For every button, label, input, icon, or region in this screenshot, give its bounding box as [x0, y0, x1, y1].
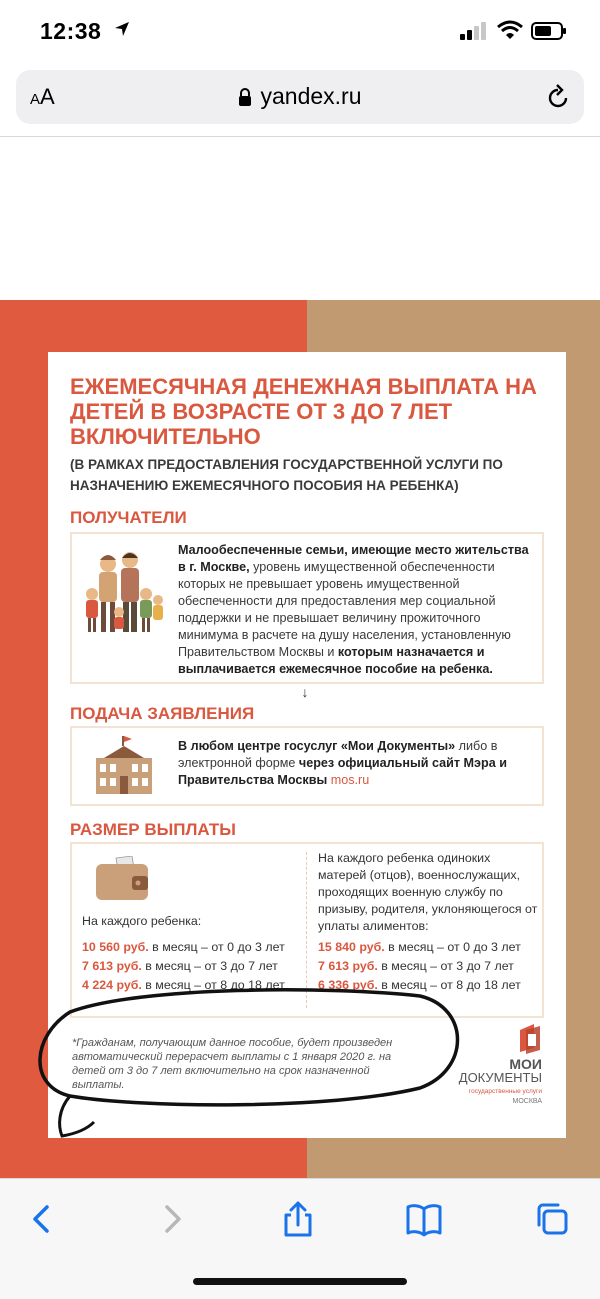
bookmarks-icon[interactable] [404, 1199, 444, 1239]
status-bar [0, 0, 600, 64]
logo-mark-icon [516, 1022, 542, 1054]
logo-line-3: государственные услуги [468, 1088, 542, 1095]
amount-desc: в месяц – от 3 до 7 лет [141, 959, 278, 973]
amount-left-label: На каждого ребенка: [82, 914, 202, 928]
amount-row [82, 976, 312, 995]
amount-right-list [318, 938, 540, 995]
amount-desc: в месяц – от 0 до 3 лет [384, 940, 521, 954]
recipients-bold-2: которым назначается и выплачивается ежемесячное пособие на ребенка. [178, 645, 493, 676]
poster-subtitle: (В РАМКАХ ПРЕДОСТАВЛЕНИЯ ГОСУДАРСТВЕННОЙ УСЛУГИ ПО НАЗНАЧЕНИЮ ЕЖЕМЕСЯЧНОГО ПОСОБИЯ НА РЕБЕНКА) [70, 457, 503, 493]
application-bold-2: через официальный сайт Мэра и Правительства Москвы [178, 756, 507, 787]
recipients-text [178, 542, 536, 678]
poster-image [0, 300, 600, 1178]
column-divider [306, 852, 307, 1008]
reload-icon[interactable] [546, 84, 570, 110]
amount-sum: 7 613 руб. [82, 959, 142, 973]
footnote: *Гражданам, получающим данное пособие, будет произведен автоматический перерасчет выплаты с 1 января 2020 г. на детей от 3 до 7 лет включительно на срок назначенной выплаты. [72, 1037, 393, 1091]
home-indicator [193, 1278, 407, 1285]
clock: 12:38 [40, 18, 102, 44]
recipients-heading: ПОЛУЧАТЕЛИ [70, 508, 187, 527]
share-icon[interactable] [278, 1199, 318, 1239]
logo-line-1: МОИ [509, 1056, 542, 1072]
logo-line-4: МОСКВА [512, 1098, 542, 1105]
amount-sum: 4 224 руб. [82, 978, 142, 992]
amount-row [318, 938, 540, 957]
tabs-icon[interactable] [532, 1199, 572, 1239]
back-icon[interactable] [22, 1199, 62, 1239]
moi-dokumenty-logo [446, 1022, 546, 1112]
amount-right-label: На каждого ребенка одиноких матерей (отцов), военнослужащих, проходящих военную службу по призыву, родителя, уклоняющегося от уплаты алиментов: [318, 851, 538, 933]
arrow-down-icon: ↓ [301, 684, 309, 700]
amount-sum: 10 560 руб. [82, 940, 149, 954]
logo-line-2: ДОКУМЕНТЫ [458, 1070, 542, 1085]
amount-heading: РАЗМЕР ВЫПЛАТЫ [70, 820, 236, 839]
amount-desc: в месяц – от 8 до 18 лет [377, 978, 521, 992]
battery-icon [531, 22, 567, 40]
amount-sum: 6 336 руб. [318, 978, 378, 992]
application-text-1: либо в электронной форме [178, 739, 498, 770]
amount-sum: 15 840 руб. [318, 940, 385, 954]
lock-icon [238, 88, 252, 106]
poster-title: ЕЖЕМЕСЯЧНАЯ ДЕНЕЖНАЯ ВЫПЛАТА НА ДЕТЕЙ В ВОЗРАСТЕ ОТ 3 ДО 7 ЛЕТ ВКЛЮЧИТЕЛЬНО [70, 374, 537, 449]
amount-row [318, 976, 540, 995]
recipients-bold-1: Малообеспеченные семьи, имеющие место жительства в г. Москве, [178, 543, 529, 574]
amount-left-list [82, 938, 312, 995]
amount-desc: в месяц – от 0 до 3 лет [148, 940, 285, 954]
application-bold-1: В любом центре госуслуг «Мои Документы» [178, 739, 456, 753]
building-icon [94, 734, 154, 796]
amount-row [318, 957, 540, 976]
family-icon [84, 550, 164, 636]
amount-row [82, 957, 312, 976]
amount-desc: в месяц – от 8 до 18 лет [141, 978, 285, 992]
amount-box [70, 842, 544, 1018]
application-text [178, 738, 508, 789]
wallet-icon [94, 856, 150, 902]
text-size-button[interactable]: AA [30, 84, 55, 109]
forward-icon[interactable] [152, 1199, 192, 1239]
application-heading: ПОДАЧА ЗАЯВЛЕНИЯ [70, 704, 255, 723]
poster-card [48, 352, 566, 1138]
wifi-icon [497, 20, 523, 40]
recipients-box [70, 532, 544, 684]
amount-row [82, 938, 312, 957]
address-bar[interactable] [16, 70, 584, 124]
url-text: yandex.ru [260, 83, 362, 109]
url-field[interactable] [16, 83, 584, 110]
recipients-text-1: уровень имущественной обеспеченности которых не превышает уровень имущественной обеспеченности для предоставления мер социальной поддержки и не превышает величину прожиточного минимума в расчете на душу населения, установленную Правительством Москвы и [178, 560, 511, 659]
amount-sum: 7 613 руб. [318, 959, 378, 973]
amount-desc: в месяц – от 3 до 7 лет [377, 959, 514, 973]
location-arrow-icon [114, 21, 130, 37]
divider [0, 136, 600, 137]
mos-ru-link: mos.ru [330, 773, 370, 787]
application-box [70, 726, 544, 806]
cellular-signal-icon [460, 22, 488, 40]
